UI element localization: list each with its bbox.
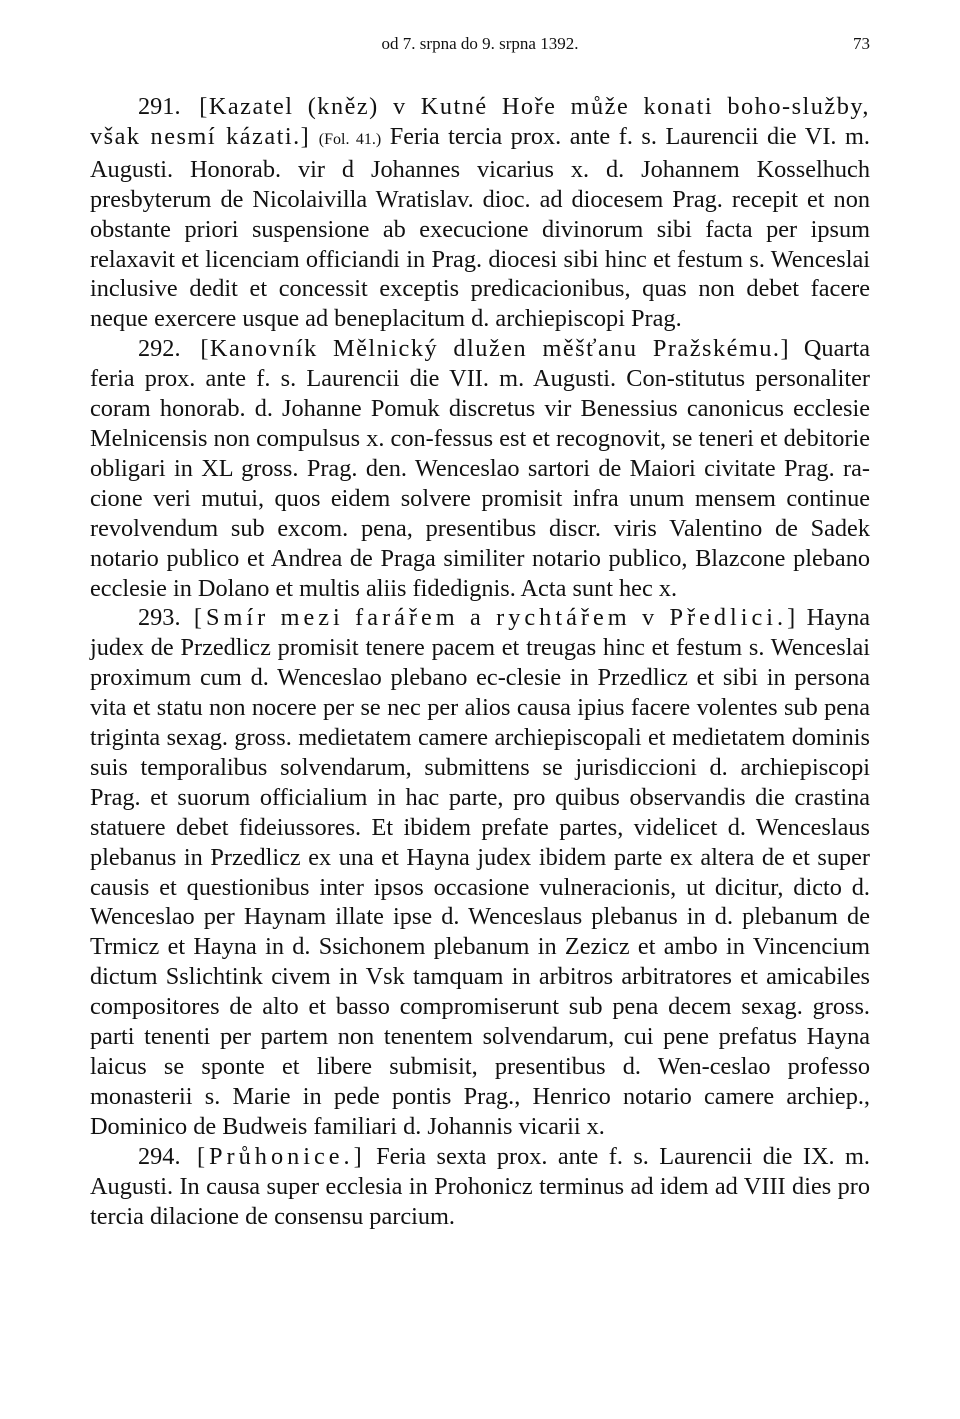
page-number: 73 [853,34,870,53]
document-body [90,92,870,1231]
document-page [90,30,870,1231]
entry-text: Hayna judex de Przedlicz promisit tenere pacem et treugas hinc et festum s. Wenceslai proximum cum d. Wenceslao plebano ec-clesie in Przedlicz et sibi in persona vita et statu non nocere per se nec per alios causa ipius facere volentes sub pena triginta sexag. gross. medietatem camere archiepiscopali et medietatem dominis suis temporalibus solvendarum, submittens se jurisdiccioni d. archiepiscopi Prag. et suorum officialium in hac parte, pro quibus observandis die crastina statuere debet fideiussores. Et ibidem prefate partes, videlicet d. Wenceslaus plebanus in Przedlicz ex una et Hayna judex ibidem parte ex altera de et super causis et questionibus inter ipsos occasione vulneracionis, ut dicitur, dicto d. Wenceslao per Haynam illate ipse d. Wenceslaus plebanus in d. plebanum de Trmicz et Hayna in d. Ssichonem plebanum in Zezicz et ambo in Vincencium dictum Sslichtink civem in Vsk tamquam in arbitros arbitratores et amicabiles compositores de alto et basso compromiserunt sub pena decem sexag. gross. parti tenenti per partem non tenentem solvendarum, cui pene prefatus Hayna laicus se sponte et libere submisit, presentibus d. Wen-ceslao professo monasterii s. Marie in pede pontis Prag., Henrico notario camere archiep., Dominico de Budweis familiari d. Johannis vicarii x. [90,604,871,1140]
entry-text: Quarta feria prox. ante f. s. Laurencii die VII. m. Augusti. Con-stitutus personaliter coram honorab. d. Johanne Pomuk discretus vir Benessius canonicus ecclesie Melnicensis non compulsus x. con-fessus est et recognovit, se teneri et debitorie obligari in XL gross. Prag. den. Wenceslao sartori de Maiori civitate Prag. ra-cione veri mutui, quos eidem solvere promisit infra unum mensem continue revolvendum sub excom. pena, presentibus discr. viris Valentino de Sadek notario publico et Andrea de Praga similiter notario publico, Blazcone plebano ecclesie in Dolano et multis aliis fidedignis. Acta sunt hec x. [90,335,870,602]
running-title: od 7. srpna do 9. srpna 1392. [381,34,579,53]
entry-number: 291. [138,93,181,120]
entry-title: [Průhonice.] [196,1142,366,1170]
entry-293 [90,603,870,1141]
entry-title: [Smír mezi farářem a rychtářem v Předlici.] [193,604,800,632]
entry-text: Feria tercia prox. ante f. s. Laurencii die VI. m. Augusti. Honorab. vir d Johannes vicarius x. d. Johannem Kosselhuch presbyterum de Nicolaivilla Wratislav. dioc. ad diocesem Prag. recepit et non obstante priori suspensione ab execucione divinorum sibi facta per ipsum relaxavit et licenciam officiandi in Prag. diocesi sibi hinc et festum s. Wenceslai inclusive dedit et concessit exceptis predicacionibus, quas non debet facere neque exercere usque ad beneplacitum d. archiepiscopi Prag. [90,122,870,333]
entry-291 [90,92,870,334]
entry-292 [90,334,870,603]
running-head [90,30,870,58]
entry-text: Feria sexta prox. ante f. s. Laurencii die IX. m. Augusti. In causa super ecclesia in Prohonicz terminus ad idem ad VIII dies pro tercia dilacione de consensu parcium. [90,1142,870,1230]
entry-title: [Kazatel (kněz) v Kutné Hoře může konati boho-služby, však nesmí kázati.] [90,93,870,150]
entry-294 [90,1142,870,1232]
entry-number: 293. [138,604,181,632]
entry-title: [Kanovník Mělnický dlužen měšťanu Pražskému.] [200,335,791,363]
entry-number: 294. [138,1142,181,1170]
folio-note: (Fol. 41.) [318,130,382,148]
entry-number: 292. [138,335,181,363]
